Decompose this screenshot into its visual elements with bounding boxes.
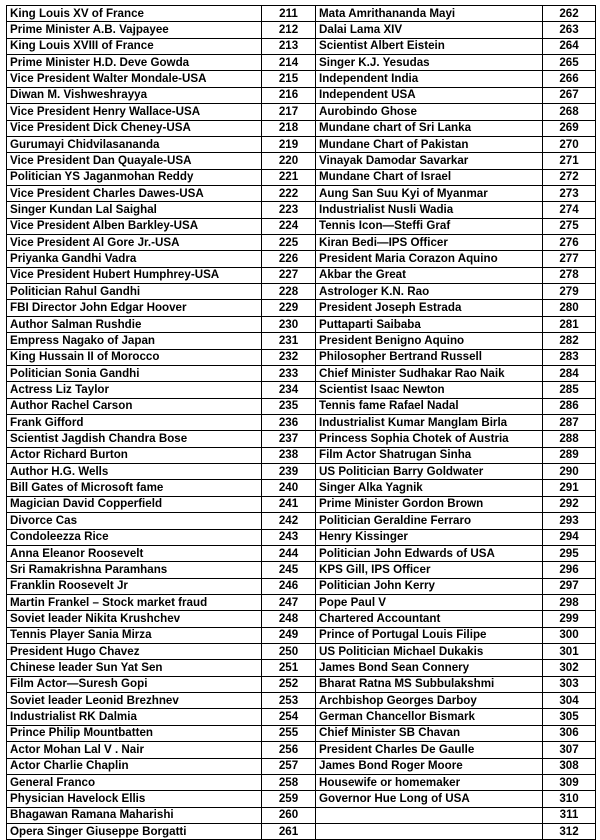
right-entry-page: 293: [543, 513, 596, 529]
right-entry-name: Industrialist Nusli Wadia: [316, 202, 543, 218]
right-entry-page: 307: [543, 742, 596, 758]
right-entry-page: 284: [543, 365, 596, 381]
left-entry-name: Prince Philip Mountbatten: [7, 725, 262, 741]
left-entry-page: 218: [262, 120, 316, 136]
table-row: [7, 333, 596, 349]
left-entry-name: Vice President Henry Wallace-USA: [7, 104, 262, 120]
table-row: [7, 120, 596, 136]
right-entry-page: 263: [543, 22, 596, 38]
left-entry-page: 224: [262, 218, 316, 234]
left-entry-name: King Hussain II of Morocco: [7, 349, 262, 365]
right-entry-page: 308: [543, 758, 596, 774]
right-entry-name: Film Actor Shatrugan Sinha: [316, 447, 543, 463]
left-entry-name: Priyanka Gandhi Vadra: [7, 251, 262, 267]
table-row: [7, 22, 596, 38]
right-entry-name: Dalai Lama XIV: [316, 22, 543, 38]
left-entry-page: 245: [262, 562, 316, 578]
left-entry-page: 251: [262, 660, 316, 676]
right-entry-name: President Joseph Estrada: [316, 300, 543, 316]
right-entry-name: Chief Minister Sudhakar Rao Naik: [316, 365, 543, 381]
table-row: [7, 431, 596, 447]
left-entry-name: Bhagawan Ramana Maharishi: [7, 807, 262, 823]
left-entry-page: 261: [262, 823, 316, 839]
right-entry-page: 262: [543, 6, 596, 22]
left-entry-name: Soviet leader Nikita Krushchev: [7, 611, 262, 627]
right-entry-name: President Maria Corazon Aquino: [316, 251, 543, 267]
right-entry-page: 298: [543, 594, 596, 610]
right-entry-name: Politician John Edwards of USA: [316, 545, 543, 561]
right-entry-name: Vinayak Damodar Savarkar: [316, 153, 543, 169]
left-entry-page: 257: [262, 758, 316, 774]
right-entry-page: 264: [543, 38, 596, 54]
right-entry-name: Bharat Ratna MS Subbulakshmi: [316, 676, 543, 692]
left-entry-name: Gurumayi Chidvilasananda: [7, 136, 262, 152]
right-entry-page: 287: [543, 414, 596, 430]
left-entry-page: 259: [262, 791, 316, 807]
table-row: [7, 578, 596, 594]
left-entry-name: Sri Ramakrishna Paramhans: [7, 562, 262, 578]
left-entry-page: 234: [262, 382, 316, 398]
left-entry-page: 239: [262, 464, 316, 480]
table-row: [7, 349, 596, 365]
left-entry-page: 250: [262, 644, 316, 660]
table-row: [7, 87, 596, 103]
left-entry-name: King Louis XVIII of France: [7, 38, 262, 54]
right-entry-page: 285: [543, 382, 596, 398]
table-row: [7, 611, 596, 627]
right-entry-name: James Bond Roger Moore: [316, 758, 543, 774]
right-entry-page: 302: [543, 660, 596, 676]
right-entry-page: 267: [543, 87, 596, 103]
left-entry-page: 249: [262, 627, 316, 643]
right-entry-page: 304: [543, 693, 596, 709]
table-row: [7, 513, 596, 529]
table-row: [7, 823, 596, 839]
right-entry-name: Puttaparti Saibaba: [316, 316, 543, 332]
index-table-body: [7, 6, 596, 840]
left-entry-page: 227: [262, 267, 316, 283]
right-entry-page: 306: [543, 725, 596, 741]
table-row: [7, 300, 596, 316]
table-row: [7, 644, 596, 660]
table-row: [7, 38, 596, 54]
table-row: [7, 55, 596, 71]
right-entry-name: Mundane Chart of Israel: [316, 169, 543, 185]
right-entry-page: 270: [543, 136, 596, 152]
table-row: [7, 365, 596, 381]
right-entry-page: 305: [543, 709, 596, 725]
right-entry-page: 296: [543, 562, 596, 578]
right-entry-name: Philosopher Bertrand Russell: [316, 349, 543, 365]
right-entry-page: 286: [543, 398, 596, 414]
left-entry-name: Author Salman Rushdie: [7, 316, 262, 332]
left-entry-name: Anna Eleanor Roosevelt: [7, 545, 262, 561]
right-entry-page: 299: [543, 611, 596, 627]
right-entry-page: 312: [543, 823, 596, 839]
left-entry-page: 228: [262, 284, 316, 300]
left-entry-page: 212: [262, 22, 316, 38]
left-entry-page: 232: [262, 349, 316, 365]
left-entry-name: General Franco: [7, 774, 262, 790]
table-row: [7, 791, 596, 807]
left-entry-page: 219: [262, 136, 316, 152]
right-entry-page: 265: [543, 55, 596, 71]
right-entry-name: Mata Amrithananda Mayi: [316, 6, 543, 22]
left-entry-name: King Louis XV of France: [7, 6, 262, 22]
table-row: [7, 202, 596, 218]
right-entry-name: [316, 823, 543, 839]
right-entry-page: 278: [543, 267, 596, 283]
right-entry-name: Prince of Portugal Louis Filipe: [316, 627, 543, 643]
right-entry-name: [316, 807, 543, 823]
left-entry-page: 221: [262, 169, 316, 185]
left-entry-page: 241: [262, 496, 316, 512]
right-entry-name: Henry Kissinger: [316, 529, 543, 545]
left-entry-name: Vice President Dan Quayale-USA: [7, 153, 262, 169]
right-entry-name: Scientist Albert Eistein: [316, 38, 543, 54]
left-entry-name: Diwan M. Vishweshrayya: [7, 87, 262, 103]
table-row: [7, 676, 596, 692]
right-entry-name: KPS Gill, IPS Officer: [316, 562, 543, 578]
table-row: [7, 627, 596, 643]
left-entry-page: 220: [262, 153, 316, 169]
left-entry-name: Chinese leader Sun Yat Sen: [7, 660, 262, 676]
right-entry-name: Mundane chart of Sri Lanka: [316, 120, 543, 136]
chart-index-table: [6, 5, 596, 840]
left-entry-name: Vice President Charles Dawes-USA: [7, 185, 262, 201]
table-row: [7, 169, 596, 185]
left-entry-name: Franklin Roosevelt Jr: [7, 578, 262, 594]
right-entry-name: Prime Minister Gordon Brown: [316, 496, 543, 512]
table-row: [7, 235, 596, 251]
right-entry-page: 297: [543, 578, 596, 594]
right-entry-name: Housewife or homemaker: [316, 774, 543, 790]
right-entry-page: 271: [543, 153, 596, 169]
left-entry-name: Singer Kundan Lal Saighal: [7, 202, 262, 218]
left-entry-page: 255: [262, 725, 316, 741]
left-entry-name: Vice President Hubert Humphrey-USA: [7, 267, 262, 283]
left-entry-name: Politician Sonia Gandhi: [7, 365, 262, 381]
right-entry-name: President Benigno Aquino: [316, 333, 543, 349]
right-entry-page: 274: [543, 202, 596, 218]
left-entry-page: 236: [262, 414, 316, 430]
left-entry-page: 211: [262, 6, 316, 22]
left-entry-page: 217: [262, 104, 316, 120]
table-row: [7, 545, 596, 561]
left-entry-page: 214: [262, 55, 316, 71]
table-row: [7, 480, 596, 496]
left-entry-name: Bill Gates of Microsoft fame: [7, 480, 262, 496]
left-entry-page: 247: [262, 594, 316, 610]
right-entry-name: Scientist Isaac Newton: [316, 382, 543, 398]
right-entry-page: 311: [543, 807, 596, 823]
left-entry-page: 248: [262, 611, 316, 627]
left-entry-name: Martin Frankel – Stock market fraud: [7, 594, 262, 610]
right-entry-page: 277: [543, 251, 596, 267]
left-entry-name: FBI Director John Edgar Hoover: [7, 300, 262, 316]
left-entry-page: 244: [262, 545, 316, 561]
table-row: [7, 693, 596, 709]
left-entry-page: 225: [262, 235, 316, 251]
table-row: [7, 594, 596, 610]
left-entry-name: Film Actor—Suresh Gopi: [7, 676, 262, 692]
table-row: [7, 807, 596, 823]
table-row: [7, 284, 596, 300]
left-entry-page: 235: [262, 398, 316, 414]
left-entry-name: Prime Minister A.B. Vajpayee: [7, 22, 262, 38]
right-entry-page: 303: [543, 676, 596, 692]
left-entry-name: Divorce Cas: [7, 513, 262, 529]
right-entry-page: 276: [543, 235, 596, 251]
left-entry-name: Actress Liz Taylor: [7, 382, 262, 398]
table-row: [7, 218, 596, 234]
table-row: [7, 71, 596, 87]
left-entry-name: Vice President Walter Mondale-USA: [7, 71, 262, 87]
left-entry-page: 240: [262, 480, 316, 496]
left-entry-page: 229: [262, 300, 316, 316]
right-entry-page: 279: [543, 284, 596, 300]
left-entry-page: 233: [262, 365, 316, 381]
table-row: [7, 414, 596, 430]
table-row: [7, 136, 596, 152]
right-entry-name: Astrologer K.N. Rao: [316, 284, 543, 300]
right-entry-page: 310: [543, 791, 596, 807]
right-entry-page: 283: [543, 349, 596, 365]
right-entry-name: Akbar the Great: [316, 267, 543, 283]
left-entry-name: Vice President Al Gore Jr.-USA: [7, 235, 262, 251]
right-entry-page: 301: [543, 644, 596, 660]
table-row: [7, 185, 596, 201]
right-entry-page: 272: [543, 169, 596, 185]
left-entry-page: 231: [262, 333, 316, 349]
right-entry-page: 268: [543, 104, 596, 120]
right-entry-page: 273: [543, 185, 596, 201]
right-entry-page: 288: [543, 431, 596, 447]
right-entry-page: 294: [543, 529, 596, 545]
left-entry-name: Author Rachel Carson: [7, 398, 262, 414]
right-entry-name: Tennis fame Rafael Nadal: [316, 398, 543, 414]
left-entry-page: 238: [262, 447, 316, 463]
left-entry-page: 260: [262, 807, 316, 823]
left-entry-page: 252: [262, 676, 316, 692]
right-entry-page: 300: [543, 627, 596, 643]
left-entry-name: Frank Gifford: [7, 414, 262, 430]
table-row: [7, 774, 596, 790]
left-entry-name: Soviet leader Leonid Brezhnev: [7, 693, 262, 709]
right-entry-name: Singer K.J. Yesudas: [316, 55, 543, 71]
left-entry-page: 254: [262, 709, 316, 725]
right-entry-name: Archbishop Georges Darboy: [316, 693, 543, 709]
left-entry-name: Physician Havelock Ellis: [7, 791, 262, 807]
right-entry-name: Aung San Suu Kyi of Myanmar: [316, 185, 543, 201]
left-entry-page: 237: [262, 431, 316, 447]
left-entry-name: Author H.G. Wells: [7, 464, 262, 480]
right-entry-page: 266: [543, 71, 596, 87]
right-entry-page: 275: [543, 218, 596, 234]
left-entry-name: Actor Charlie Chaplin: [7, 758, 262, 774]
right-entry-name: Aurobindo Ghose: [316, 104, 543, 120]
left-entry-name: Condoleezza Rice: [7, 529, 262, 545]
right-entry-name: US Politician Michael Dukakis: [316, 644, 543, 660]
left-entry-name: Magician David Copperfield: [7, 496, 262, 512]
table-row: [7, 660, 596, 676]
table-row: [7, 104, 596, 120]
table-row: [7, 267, 596, 283]
left-entry-name: Tennis Player Sania Mirza: [7, 627, 262, 643]
table-row: [7, 464, 596, 480]
left-entry-page: 256: [262, 742, 316, 758]
left-entry-page: 242: [262, 513, 316, 529]
right-entry-name: Tennis Icon—Steffi Graf: [316, 218, 543, 234]
table-row: [7, 398, 596, 414]
left-entry-page: 253: [262, 693, 316, 709]
left-entry-page: 246: [262, 578, 316, 594]
right-entry-page: 309: [543, 774, 596, 790]
left-entry-page: 216: [262, 87, 316, 103]
right-entry-name: Independent USA: [316, 87, 543, 103]
table-row: [7, 316, 596, 332]
left-entry-page: 213: [262, 38, 316, 54]
right-entry-name: Politician Geraldine Ferraro: [316, 513, 543, 529]
right-entry-name: Mundane Chart of Pakistan: [316, 136, 543, 152]
left-entry-name: Opera Singer Giuseppe Borgatti: [7, 823, 262, 839]
right-entry-name: James Bond Sean Connery: [316, 660, 543, 676]
right-entry-name: Politician John Kerry: [316, 578, 543, 594]
left-entry-name: Industrialist RK Dalmia: [7, 709, 262, 725]
right-entry-page: 292: [543, 496, 596, 512]
right-entry-name: Industrialist Kumar Manglam Birla: [316, 414, 543, 430]
right-entry-name: Kiran Bedi—IPS Officer: [316, 235, 543, 251]
table-row: [7, 153, 596, 169]
left-entry-name: Politician YS Jaganmohan Reddy: [7, 169, 262, 185]
right-entry-page: 269: [543, 120, 596, 136]
left-entry-page: 258: [262, 774, 316, 790]
left-entry-name: President Hugo Chavez: [7, 644, 262, 660]
left-entry-name: Actor Mohan Lal V . Nair: [7, 742, 262, 758]
left-entry-page: 226: [262, 251, 316, 267]
table-row: [7, 251, 596, 267]
table-row: [7, 447, 596, 463]
left-entry-name: Scientist Jagdish Chandra Bose: [7, 431, 262, 447]
right-entry-name: US Politician Barry Goldwater: [316, 464, 543, 480]
right-entry-name: German Chancellor Bismark: [316, 709, 543, 725]
table-row: [7, 382, 596, 398]
right-entry-page: 280: [543, 300, 596, 316]
left-entry-page: 215: [262, 71, 316, 87]
right-entry-name: Independent India: [316, 71, 543, 87]
left-entry-name: Empress Nagako of Japan: [7, 333, 262, 349]
right-entry-page: 281: [543, 316, 596, 332]
table-row: [7, 725, 596, 741]
table-row: [7, 496, 596, 512]
left-entry-page: 222: [262, 185, 316, 201]
left-entry-name: Politician Rahul Gandhi: [7, 284, 262, 300]
table-row: [7, 529, 596, 545]
right-entry-name: Chief Minister SB Chavan: [316, 725, 543, 741]
left-entry-name: Vice President Dick Cheney-USA: [7, 120, 262, 136]
right-entry-name: Governor Hue Long of USA: [316, 791, 543, 807]
right-entry-page: 289: [543, 447, 596, 463]
left-entry-page: 230: [262, 316, 316, 332]
table-row: [7, 742, 596, 758]
left-entry-page: 243: [262, 529, 316, 545]
right-entry-name: President Charles De Gaulle: [316, 742, 543, 758]
table-row: [7, 709, 596, 725]
table-row: [7, 6, 596, 22]
right-entry-page: 282: [543, 333, 596, 349]
right-entry-name: Singer Alka Yagnik: [316, 480, 543, 496]
left-entry-name: Vice President Alben Barkley-USA: [7, 218, 262, 234]
right-entry-page: 291: [543, 480, 596, 496]
left-entry-page: 223: [262, 202, 316, 218]
left-entry-name: Actor Richard Burton: [7, 447, 262, 463]
right-entry-name: Pope Paul V: [316, 594, 543, 610]
table-row: [7, 562, 596, 578]
left-entry-name: Prime Minister H.D. Deve Gowda: [7, 55, 262, 71]
right-entry-name: Chartered Accountant: [316, 611, 543, 627]
right-entry-page: 295: [543, 545, 596, 561]
right-entry-page: 290: [543, 464, 596, 480]
table-row: [7, 758, 596, 774]
right-entry-name: Princess Sophia Chotek of Austria: [316, 431, 543, 447]
